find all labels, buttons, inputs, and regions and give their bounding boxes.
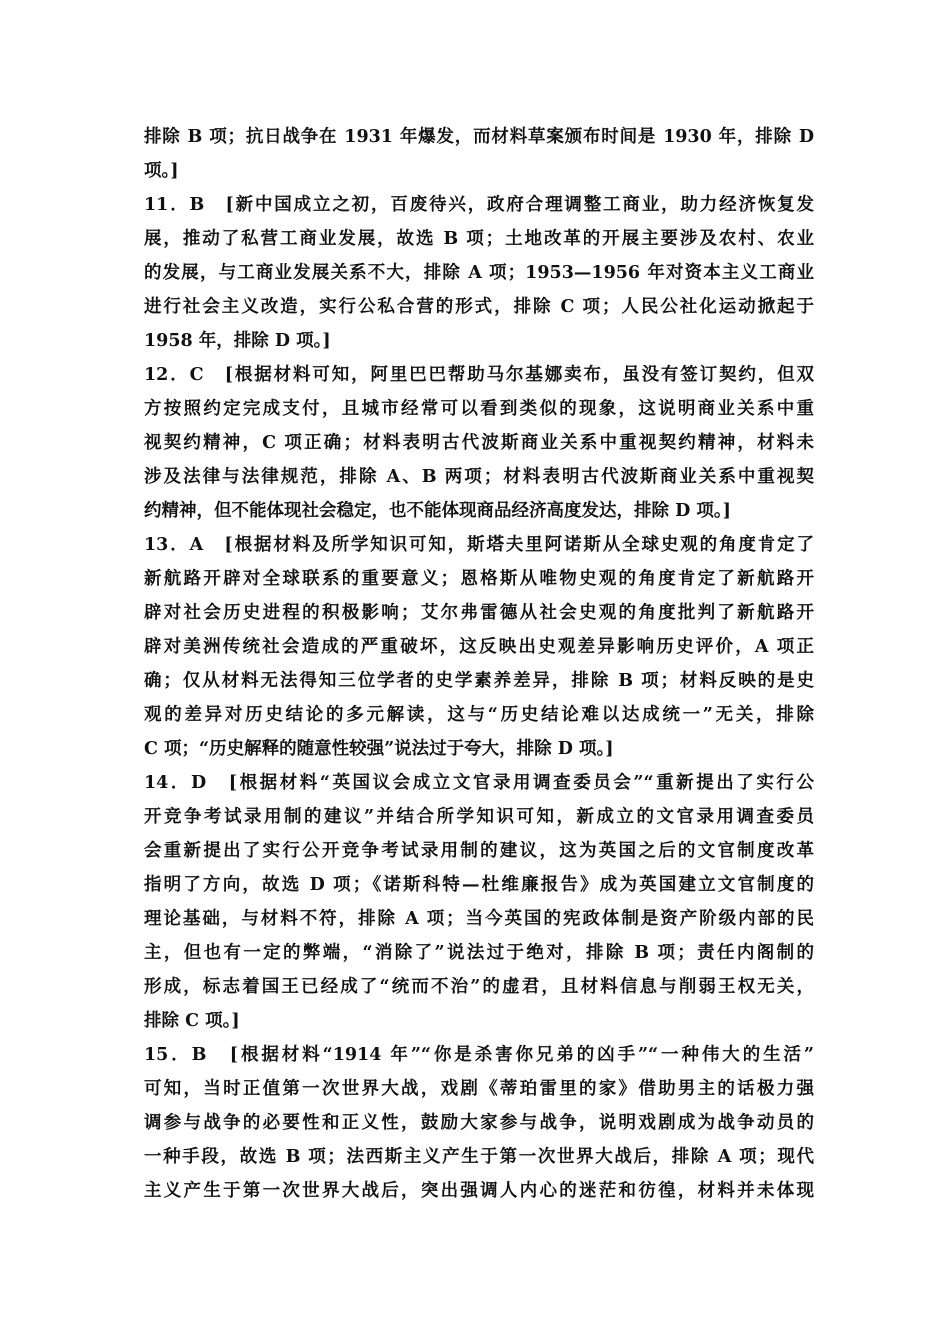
text-line: 15．B [根据材料“1914 年”“你是杀害你兄弟的凶手”“一种伟大的生活” (144, 1045, 814, 1065)
text-line: 辟对社会历史进程的积极影响；艾尔弗雷德从社会史观的角度批判了新航路开 (144, 603, 814, 623)
text-line: 辟对美洲传统社会造成的严重破坏，这反映出史观差异影响历史评价，A 项正 (144, 637, 814, 657)
text-line: 形成，标志着国王已经成了“统而不治”的虚君，且材料信息与削弱王权无关， (144, 977, 814, 997)
text-line: 确；仅从材料无法得知三位学者的史学素养差异，排除 B 项；材料反映的是史 (144, 671, 814, 691)
text-line: 项。] (144, 161, 179, 181)
answer-text-block (144, 120, 814, 1208)
text-line: 涉及法律与法律规范，排除 A、B 两项；材料表明古代波斯商业关系中重视契 (144, 467, 814, 487)
text-line: 开竞争考试录用制的建议”并结合所学知识可知，新成立的文官录用调查委员 (144, 807, 814, 827)
text-line: 理论基础，与材料不符，排除 A 项；当今英国的宪政体制是资产阶级内部的民 (144, 909, 814, 929)
text-line: 约精神，但不能体现社会稳定，也不能体现商品经济高度发达，排除 D 项。] (144, 501, 731, 521)
text-line: 观的差异对历史结论的多元解读，这与“历史结论难以达成统一”无关，排除 (144, 705, 814, 725)
text-line: 会重新提出了实行公开竞争考试录用制的建议，这为英国之后的文官制度改革 (144, 841, 814, 861)
text-line: 13．A [根据材料及所学知识可知，斯塔夫里阿诺斯从全球史观的角度肯定了 (144, 535, 814, 555)
text-line: 指明了方向，故选 D 项；《诺斯科特—杜维廉报告》成为英国建立文官制度的 (144, 875, 814, 895)
text-line: 可知，当时正值第一次世界大战，戏剧《蒂珀雷里的家》借助男主的话极力强 (144, 1079, 814, 1099)
text-line: 进行社会主义改造，实行公私合营的形式，排除 C 项；人民公社化运动掀起于 (144, 297, 814, 317)
text-line: 主，但也有一定的弊端，“消除了”说法过于绝对，排除 B 项；责任内阁制的 (144, 943, 814, 963)
text-line: 主义产生于第一次世界大战后，突出强调人内心的迷茫和彷徨，材料并未体现 (144, 1181, 814, 1201)
text-line: 14．D [根据材料“英国议会成立文官录用调查委员会”“重新提出了实行公 (144, 773, 814, 793)
text-line: 的发展，与工商业发展关系不大，排除 A 项；1953—1956 年对资本主义工商业 (144, 263, 814, 283)
text-line: 排除 B 项；抗日战争在 1931 年爆发，而材料草案颁布时间是 1930 年，排除 D (144, 127, 814, 147)
text-line: 11．B [新中国成立之初，百废待兴，政府合理调整工商业，助力经济恢复发 (144, 195, 814, 215)
text-line: 新航路开辟对全球联系的重要意义；恩格斯从唯物史观的角度肯定了新航路开 (144, 569, 814, 589)
text-line: 视契约精神，C 项正确；材料表明古代波斯商业关系中重视契约精神，材料未 (144, 433, 814, 453)
text-line: 1958 年，排除 D 项。] (144, 331, 331, 351)
text-line: 排除 C 项。] (144, 1011, 240, 1031)
text-line: C 项；“历史解释的随意性较强”说法过于夸大，排除 D 项。] (144, 739, 614, 759)
text-line: 展，推动了私营工商业发展，故选 B 项；土地改革的开展主要涉及农村、农业 (144, 229, 814, 249)
text-line: 方按照约定完成支付，且城市经常可以看到类似的现象，这说明商业关系中重 (144, 399, 814, 419)
text-line: 调参与战争的必要性和正义性，鼓励大家参与战争，说明戏剧成为战争动员的 (144, 1113, 814, 1133)
text-line: 12．C [根据材料可知，阿里巴巴帮助马尔基娜卖布，虽没有签订契约，但双 (144, 365, 814, 385)
text-line: 一种手段，故选 B 项；法西斯主义产生于第一次世界大战后，排除 A 项；现代 (144, 1147, 814, 1167)
